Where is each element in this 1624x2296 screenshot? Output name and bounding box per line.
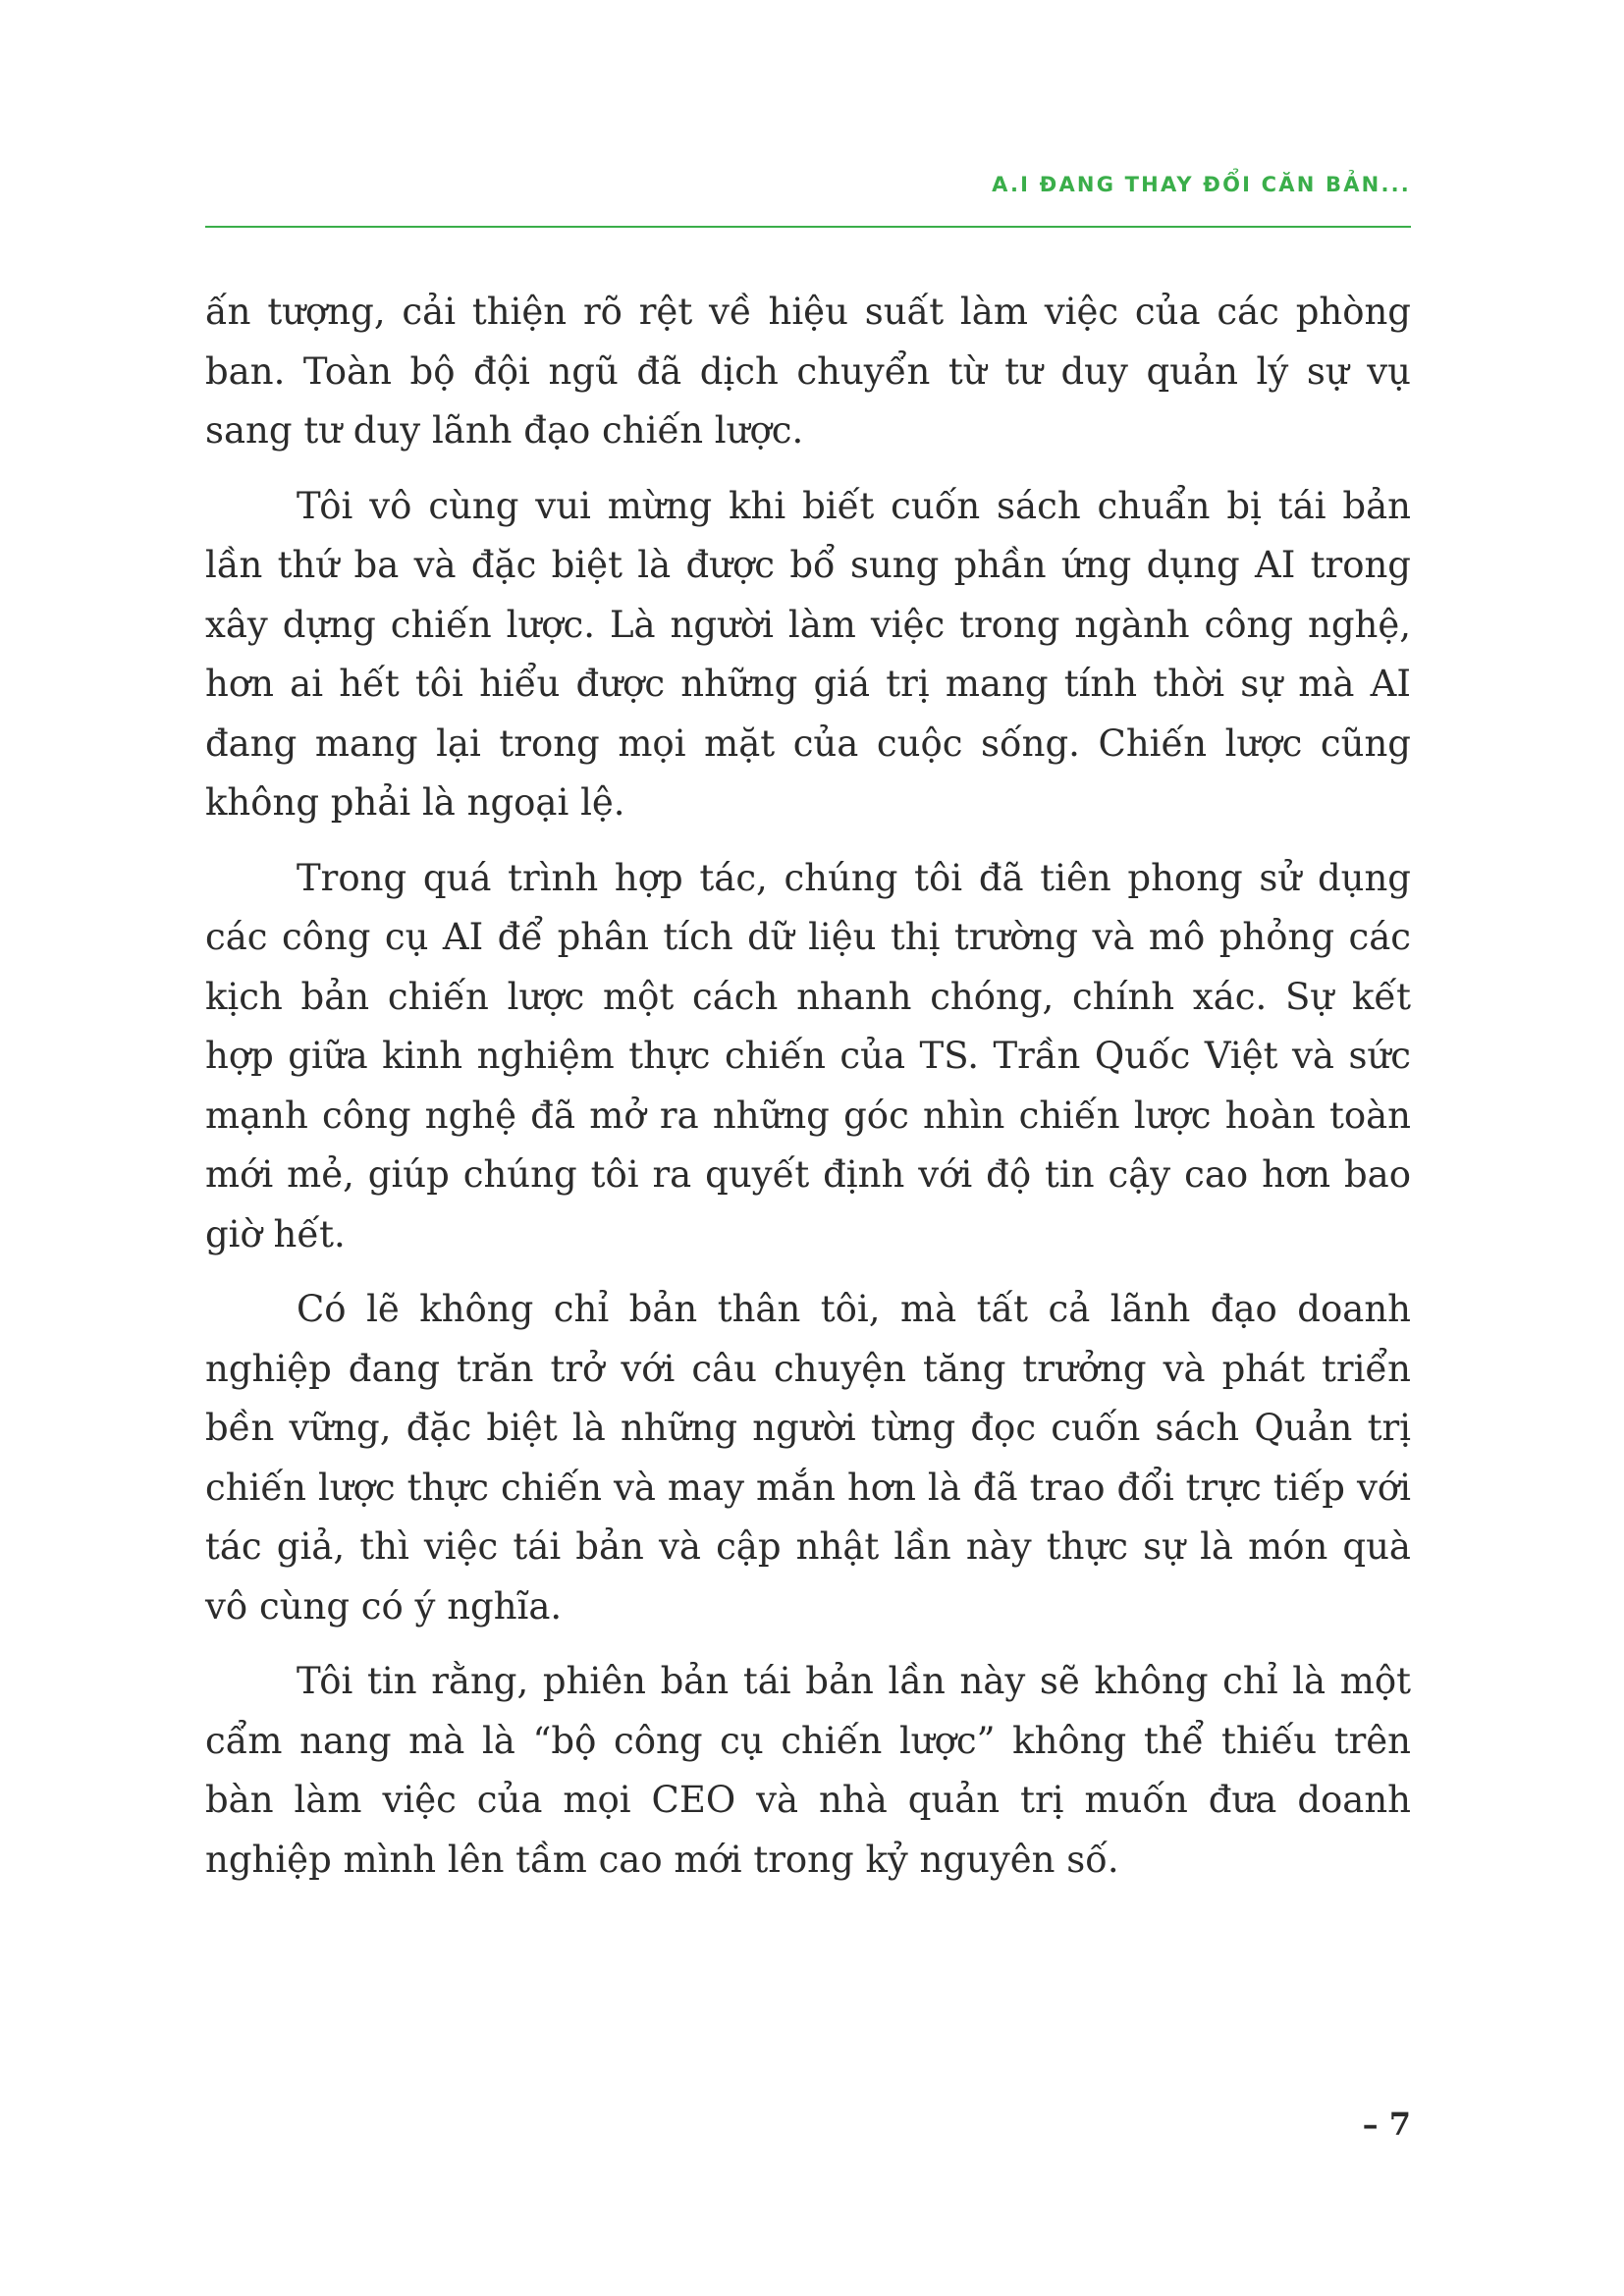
page-number: – 7 (1362, 2106, 1411, 2143)
paragraph: Trong quá trình hợp tác, chúng tôi đã tiên phong sử dụng các công cụ AI để phân tích dữ liệu thị trường và mô phỏng các kịch bản chiến lược một cách nhanh chóng, chính xác. Sự kết hợp giữa kinh nghiệm thực chiến của TS. Trần Quốc Việt và sức mạnh công nghệ đã mở ra những góc nhìn chiến lược hoàn toàn mới mẻ, giúp chúng tôi ra quyết định với độ tin cậy cao hơn bao giờ hết. (205, 856, 1411, 1255)
paragraph: Tôi tin rằng, phiên bản tái bản lần này sẽ không chỉ là một cẩm nang mà là “bộ công cụ chiến lược” không thể thiếu trên bàn làm việc của mọi CEO và nhà quản trị muốn đưa doanh nghiệp mình lên tầm cao mới trong kỷ nguyên số. (205, 1660, 1411, 1881)
paragraph: Tôi vô cùng vui mừng khi biết cuốn sách chuẩn bị tái bản lần thứ ba và đặc biệt là được bổ sung phần ứng dụng AI trong xây dựng chiến lược. Là người làm việc trong ngành công nghệ, hơn ai hết tôi hiểu được những giá trị mang tính thời sự mà AI đang mang lại trong mọi mặt của cuộc sống. Chiến lược cũng không phải là ngoại lệ. (205, 484, 1411, 824)
body-text (205, 283, 1411, 1905)
header-divider (205, 226, 1411, 228)
running-header-title: A.I ĐANG THAY ĐỔI CĂN BẢN... (992, 173, 1411, 196)
paragraph: Có lẽ không chỉ bản thân tôi, mà tất cả lãnh đạo doanh nghiệp đang trăn trở với câu chuyện tăng trưởng và phát triển bền vững, đặc biệt là những người từng đọc cuốn sách Quản trị chiến lược thực chiến và may mắn hơn là đã trao đổi trực tiếp với tác giả, thì việc tái bản và cập nhật lần này thực sự là món quà vô cùng có ý nghĩa. (205, 1288, 1411, 1628)
paragraph-continued: ấn tượng, cải thiện rõ rệt về hiệu suất làm việc của các phòng ban. Toàn bộ đội ngũ đã dịch chuyển từ tư duy quản lý sự vụ sang tư duy lãnh đạo chiến lược. (205, 291, 1411, 452)
